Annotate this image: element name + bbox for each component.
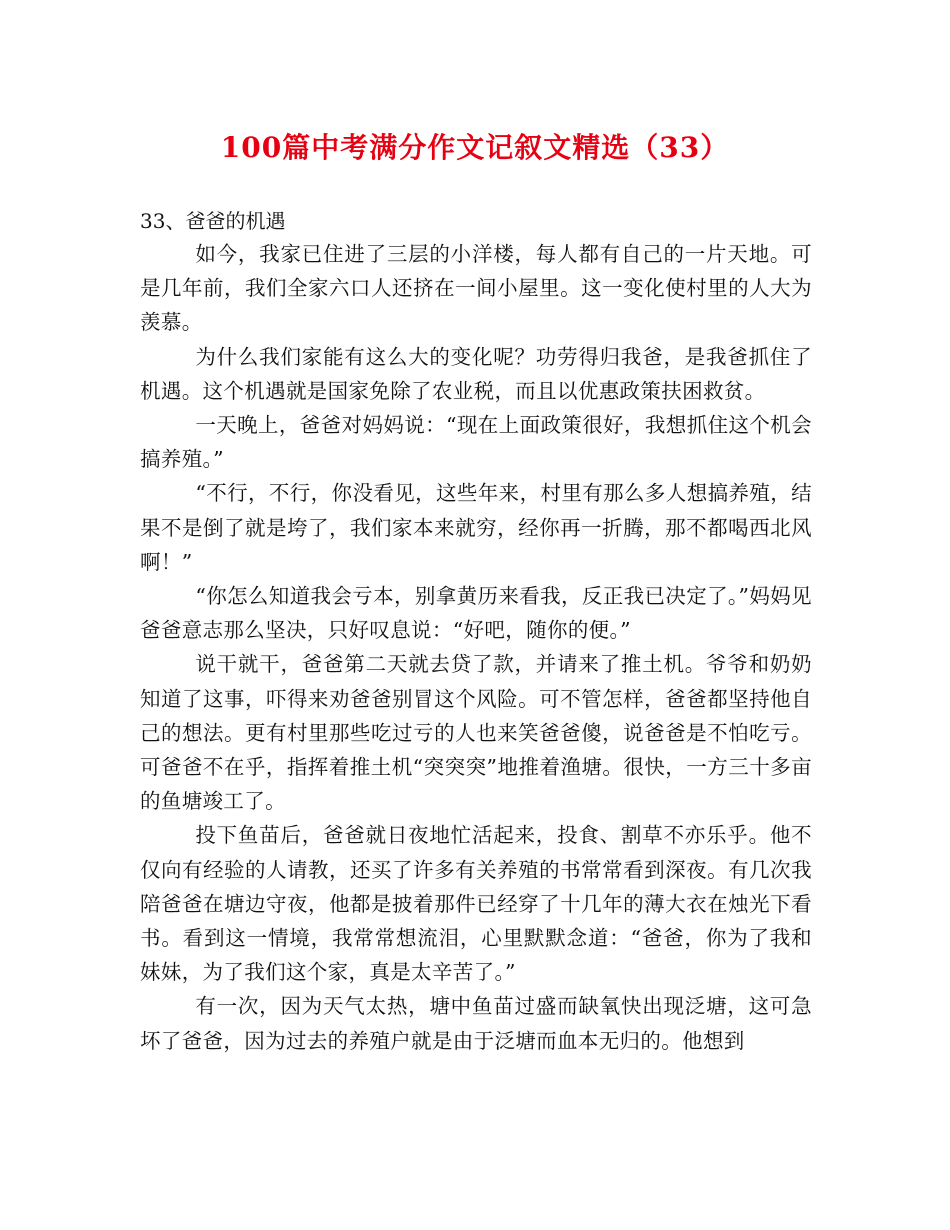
essay-body <box>140 237 812 1058</box>
paragraph-3: 一天晚上，爸爸对妈妈说：“现在上面政策很好，我想抓住这个机会搞养殖。” <box>140 413 812 472</box>
paragraph-1: 如今，我家已住进了三层的小洋楼，每人都有自己的一片天地。可是几年前，我们全家六口人还挤在一间小屋里。这一变化使村里的人大为羡慕。 <box>140 242 812 335</box>
paragraph-2: 为什么我们家能有这么大的变化呢？功劳得归我爸，是我爸抓住了机遇。这个机遇就是国家免除了农业税，而且以优惠政策扶困救贫。 <box>140 344 812 403</box>
paragraph-8: 有一次，因为天气太热，塘中鱼苗过盛而缺氧快出现泛塘，这可急坏了爸爸，因为过去的养殖户就是由于泛塘而血本无归的。他想到 <box>140 994 812 1053</box>
paragraph-6: 说干就干，爸爸第二天就去贷了款，并请来了推土机。爷爷和奶奶知道了这事，吓得来劝爸爸别冒这个风险。可不管怎样，爸爸都坚持他自己的想法。更有村里那些吃过亏的人也来笑爸爸傻，说爸爸是不怕吃亏。可爸爸不在乎，指挥着推土机“突突突”地推着渔塘。很快，一方三十多亩的鱼塘竣工了。 <box>140 652 812 814</box>
paragraph-5: “你怎么知道我会亏本，别拿黄历来看我，反正我已决定了。”妈妈见爸爸意志那么坚决，只好叹息说：“好吧，随你的便。” <box>140 584 812 643</box>
paragraph-4: “不行，不行，你没看见，这些年来，村里有那么多人想搞养殖，结果不是倒了就是垮了，我们家本来就穷，经你再一折腾，那不都喝西北风啊！” <box>140 481 812 574</box>
document-title: 100篇中考满分作文记叙文精选（33） <box>220 131 730 164</box>
paragraph-7: 投下鱼苗后，爸爸就日夜地忙活起来，投食、割草不亦乐乎。他不仅向有经验的人请教，还买了许多有关养殖的书常常看到深夜。有几次我陪爸爸在塘边守夜，他都是披着那件已经穿了十几年的薄大衣在烛光下看书。看到这一情境，我常常想流泪，心里默默念道：“爸爸，你为了我和妹妹，为了我们这个家，真是太辛苦了。” <box>140 823 812 985</box>
essay-heading: 33、爸爸的机遇 <box>140 209 286 233</box>
